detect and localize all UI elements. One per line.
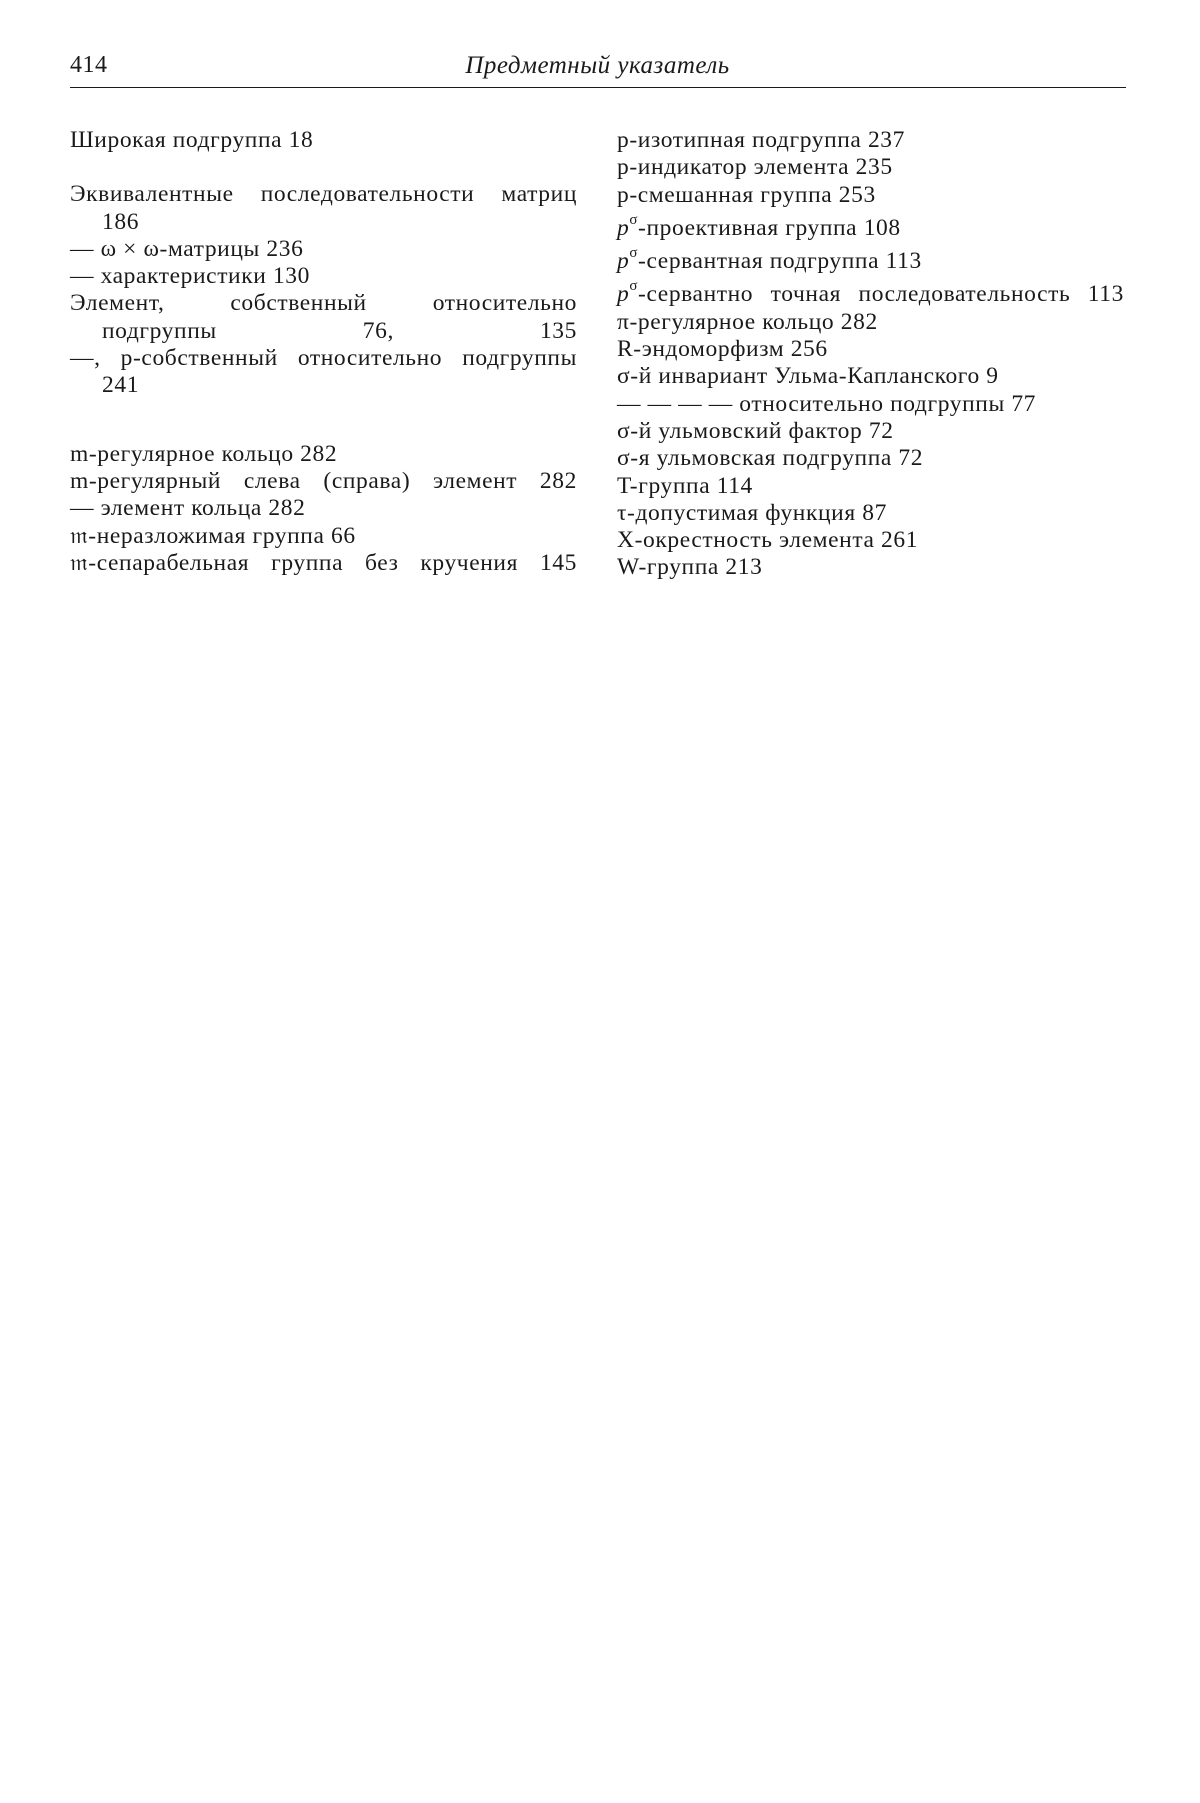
entry-text: -сервантно точная последовательность 113 xyxy=(638,281,1124,308)
index-entry: σ-й инвариант Ульма-Капланского 9 xyxy=(617,363,999,390)
index-entry: R-эндоморфизм 256 xyxy=(617,336,828,363)
index-column-left xyxy=(70,127,577,577)
index-entry: p-индикатор элемента 235 xyxy=(617,154,893,181)
index-entry: π-регулярное кольцо 282 xyxy=(617,308,878,335)
index-entry: m-регулярное кольцо 282 xyxy=(70,440,338,467)
index-entry: 𝔪-неразложимая группа 66 xyxy=(70,522,356,549)
superscript-sigma: σ xyxy=(629,211,639,228)
index-entry: p-смешанная группа 253 xyxy=(617,181,876,208)
index-entry: — — — — относительно подгруппы 77 xyxy=(617,390,1037,417)
index-entry: Широкая подгруппа 18 xyxy=(70,127,314,153)
running-head xyxy=(70,52,1125,92)
index-entry: X-окрестность элемента 261 xyxy=(617,527,919,554)
index-entry xyxy=(617,211,1124,242)
page-number: 414 xyxy=(70,52,108,78)
index-entry: W-группа 213 xyxy=(617,554,763,581)
index-column-right xyxy=(617,127,1124,582)
index-entry: — элемент кольца 282 xyxy=(70,495,306,522)
entry-text: -проективная группа 108 xyxy=(638,214,901,241)
index-entry: m-регулярный слева (справа) элемент 282 xyxy=(70,467,577,494)
index-entry xyxy=(617,245,1124,275)
index-entry: τ-допустимая функция 87 xyxy=(617,499,887,526)
symbol-p: p xyxy=(617,214,630,241)
superscript-sigma: σ xyxy=(629,245,639,262)
index-entry: T-группа 114 xyxy=(617,472,753,499)
running-title: Предметный указатель xyxy=(465,52,730,79)
index-entry: Эквивалентные последовательности матриц 186 xyxy=(70,181,577,235)
index-entry: Элемент, собственный относительно подгруппы 76, 135 xyxy=(70,290,577,344)
symbol-p: p xyxy=(617,281,630,308)
index-entry: σ-й ульмовский фактор 72 xyxy=(617,417,894,444)
index-entry: p-изотипная подгруппа 237 xyxy=(617,127,905,153)
index-entry: — характеристики 130 xyxy=(70,263,310,290)
index-entry xyxy=(617,278,1124,308)
index-entry: σ-я ульмовская подгруппа 72 xyxy=(617,445,924,472)
header-rule xyxy=(70,87,1126,88)
superscript-sigma: σ xyxy=(629,278,639,295)
symbol-p: p xyxy=(617,248,630,275)
index-entry: —, p-собственный относительно подгруппы 241 xyxy=(70,345,577,399)
index-entry: 𝔪-сепарабельная группа без кручения 145 xyxy=(70,549,577,576)
entry-text: -сервантная подгруппа 113 xyxy=(638,248,922,275)
index-entry: — ω × ω-матрицы 236 xyxy=(70,235,304,262)
